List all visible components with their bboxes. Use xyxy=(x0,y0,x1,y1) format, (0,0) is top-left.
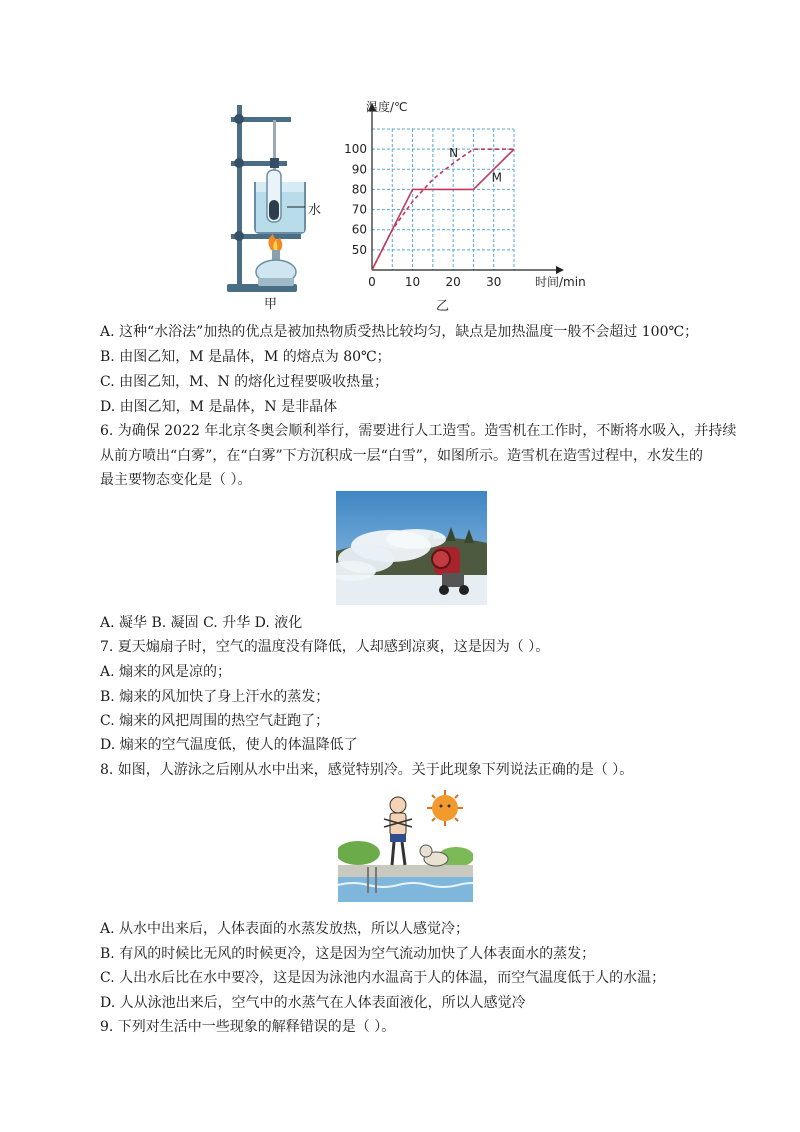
water-label: 水 xyxy=(308,203,322,218)
q8-option-d: D. 人从泳池出来后，空气中的水蒸气在人体表面液化，所以人感觉冷 xyxy=(100,995,526,1011)
y-tick-label: 100 xyxy=(344,142,367,157)
q7-option-d: D. 煽来的空气温度低，使人的体温降低了 xyxy=(100,737,358,753)
x-axis-title: 时间/min xyxy=(535,275,586,289)
y-axis-title: 温度/℃ xyxy=(366,100,408,114)
swimmer-illustration xyxy=(338,787,473,902)
x-tick-label: 10 xyxy=(404,275,421,289)
q5-option-d: D. 由图乙知，M 是晶体，N 是非晶体 xyxy=(100,399,338,415)
q8-stem: 8. 如图，人游泳之后刚从水中出来，感觉特别冷。关于此现象下列说法正确的是（ ）。 xyxy=(100,762,634,778)
q7-option-a: A. 煽来的风是凉的； xyxy=(100,664,232,680)
q6-stem-line-3: 最主要物态变化是（ ）。 xyxy=(100,472,252,488)
figure-jia xyxy=(225,100,335,315)
q5-option-c: C. 由图乙知，M、N 的熔化过程要吸收热量； xyxy=(100,374,389,390)
q8-option-b: B. 有风的时候比无风的时候更冷，这是因为空气流动加快了人体表面水的蒸发； xyxy=(100,946,596,962)
temperature-time-chart xyxy=(340,95,610,315)
q5-option-a: A. 这种“水浴法”加热的优点是被加热物质受热比较均匀，缺点是加热温度一般不会超过 100℃； xyxy=(100,324,699,340)
q8-option-c: C. 人出水后比在水中要冷，这是因为泳池内水温高于人的体温，而空气温度低于人的水温； xyxy=(100,970,666,986)
q6-stem-line-2: 从前方喷出“白雾”，在“白雾”下方沉积成一层“白雪”，如图所示。造雪机在造雪过程中，水发生的 xyxy=(100,448,703,464)
x-tick-label: 30 xyxy=(486,275,502,289)
q7-option-c: C. 煽来的风把周围的热空气赶跑了； xyxy=(100,713,330,729)
q5-option-b: B. 由图乙知，M 是晶体，M 的熔点为 80℃； xyxy=(100,349,391,365)
series-label-M: M xyxy=(491,170,503,185)
figure-jia-caption: 甲 xyxy=(264,297,278,312)
figure-yi-caption: 乙 xyxy=(436,299,450,314)
y-tick-label: 70 xyxy=(351,202,367,217)
x-tick-label: 0 xyxy=(368,275,376,289)
figure-yi xyxy=(340,95,610,315)
y-tick-label: 60 xyxy=(351,222,367,237)
q8-option-a: A. 从水中出来后，人体表面的水蒸发放热，所以人感觉冷； xyxy=(100,921,470,937)
q9-stem: 9. 下列对生活中一些现象的解释错误的是（ ）。 xyxy=(100,1019,396,1035)
series-label-N: N xyxy=(449,146,459,161)
y-tick-label: 90 xyxy=(351,162,367,177)
y-tick-label: 50 xyxy=(351,242,367,257)
x-axis-arrow xyxy=(556,266,564,274)
snow-machine-photo xyxy=(336,491,487,605)
y-tick-label: 80 xyxy=(351,182,367,197)
q6-stem-line-1: 6. 为确保 2022 年北京冬奥会顺利举行，需要进行人工造雪。造雪机在工作时，不断将水吸入，并持续 xyxy=(100,423,737,439)
q7-option-b: B. 煽来的风加快了身上汗水的蒸发； xyxy=(100,689,330,705)
x-tick-label: 20 xyxy=(445,275,461,289)
q7-stem: 7. 夏天煽扇子时，空气的温度没有降低，人却感到凉爽，这是因为（ ）。 xyxy=(100,639,550,655)
q6-options: A. 凝华 B. 凝固 C. 升华 D. 液化 xyxy=(100,615,303,631)
